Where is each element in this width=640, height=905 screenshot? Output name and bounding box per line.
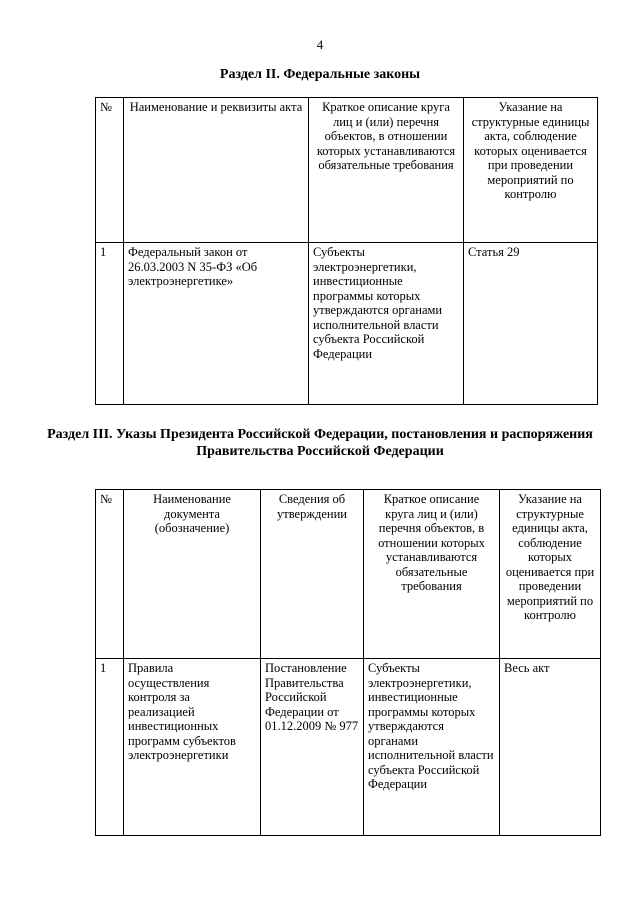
cell-number: 1 — [96, 659, 124, 836]
federal-laws-table — [95, 97, 598, 405]
header-structural-units: Указание на структурные единицы акта, соблюдение которых оценивается при проведении мероприятий по контролю — [500, 490, 601, 659]
table-row — [96, 243, 598, 405]
header-structural-units: Указание на структурные единицы акта, соблюдение которых оценивается при проведении мероприятий по контролю — [464, 98, 598, 243]
header-description: Краткое описание круга лиц и (или) перечня объектов, в отношении которых устанавливаются обязательные требования — [309, 98, 464, 243]
header-number: № — [96, 490, 124, 659]
header-act-name: Наименование и реквизиты акта — [124, 98, 309, 243]
cell-description: Субъекты электроэнергетики, инвестиционные программы которых утверждаются органами исполнительной власти субъекта Российской Федерации — [309, 243, 464, 405]
page-number: 4 — [316, 37, 324, 52]
cell-approval-info: Постановление Правительства Российской Федерации от 01.12.2009 № 977 — [261, 659, 364, 836]
cell-act-name: Федеральный закон от 26.03.2003 N 35-ФЗ «Об электроэнергетике» — [124, 243, 309, 405]
header-number: № — [96, 98, 124, 243]
header-document-name: Наименование документа (обозначение) — [124, 490, 261, 659]
header-approval-info: Сведения об утверждении — [261, 490, 364, 659]
decrees-table — [95, 489, 601, 836]
header-description: Краткое описание круга лиц и (или) перечня объектов, в отношении которых устанавливаются обязательные требования — [364, 490, 500, 659]
cell-number: 1 — [96, 243, 124, 405]
table-header-row — [96, 98, 598, 243]
section-2-title: Раздел II. Федеральные законы — [219, 67, 421, 82]
cell-structural-units: Статья 29 — [464, 243, 598, 405]
table-header-row — [96, 490, 601, 659]
cell-description: Субъекты электроэнергетики, инвестиционные программы которых утверждаются органами исполнительной власти субъекта Российской Федерации — [364, 659, 500, 836]
cell-document-name: Правила осуществления контроля за реализацией инвестиционных программ субъектов электроэнергетики — [124, 659, 261, 836]
section-3-title: Раздел III. Указы Президента Российской Федерации, постановления и распоряжения Правительства Российской Федерации — [47, 427, 593, 459]
table-row — [96, 659, 601, 836]
cell-structural-units: Весь акт — [500, 659, 601, 836]
